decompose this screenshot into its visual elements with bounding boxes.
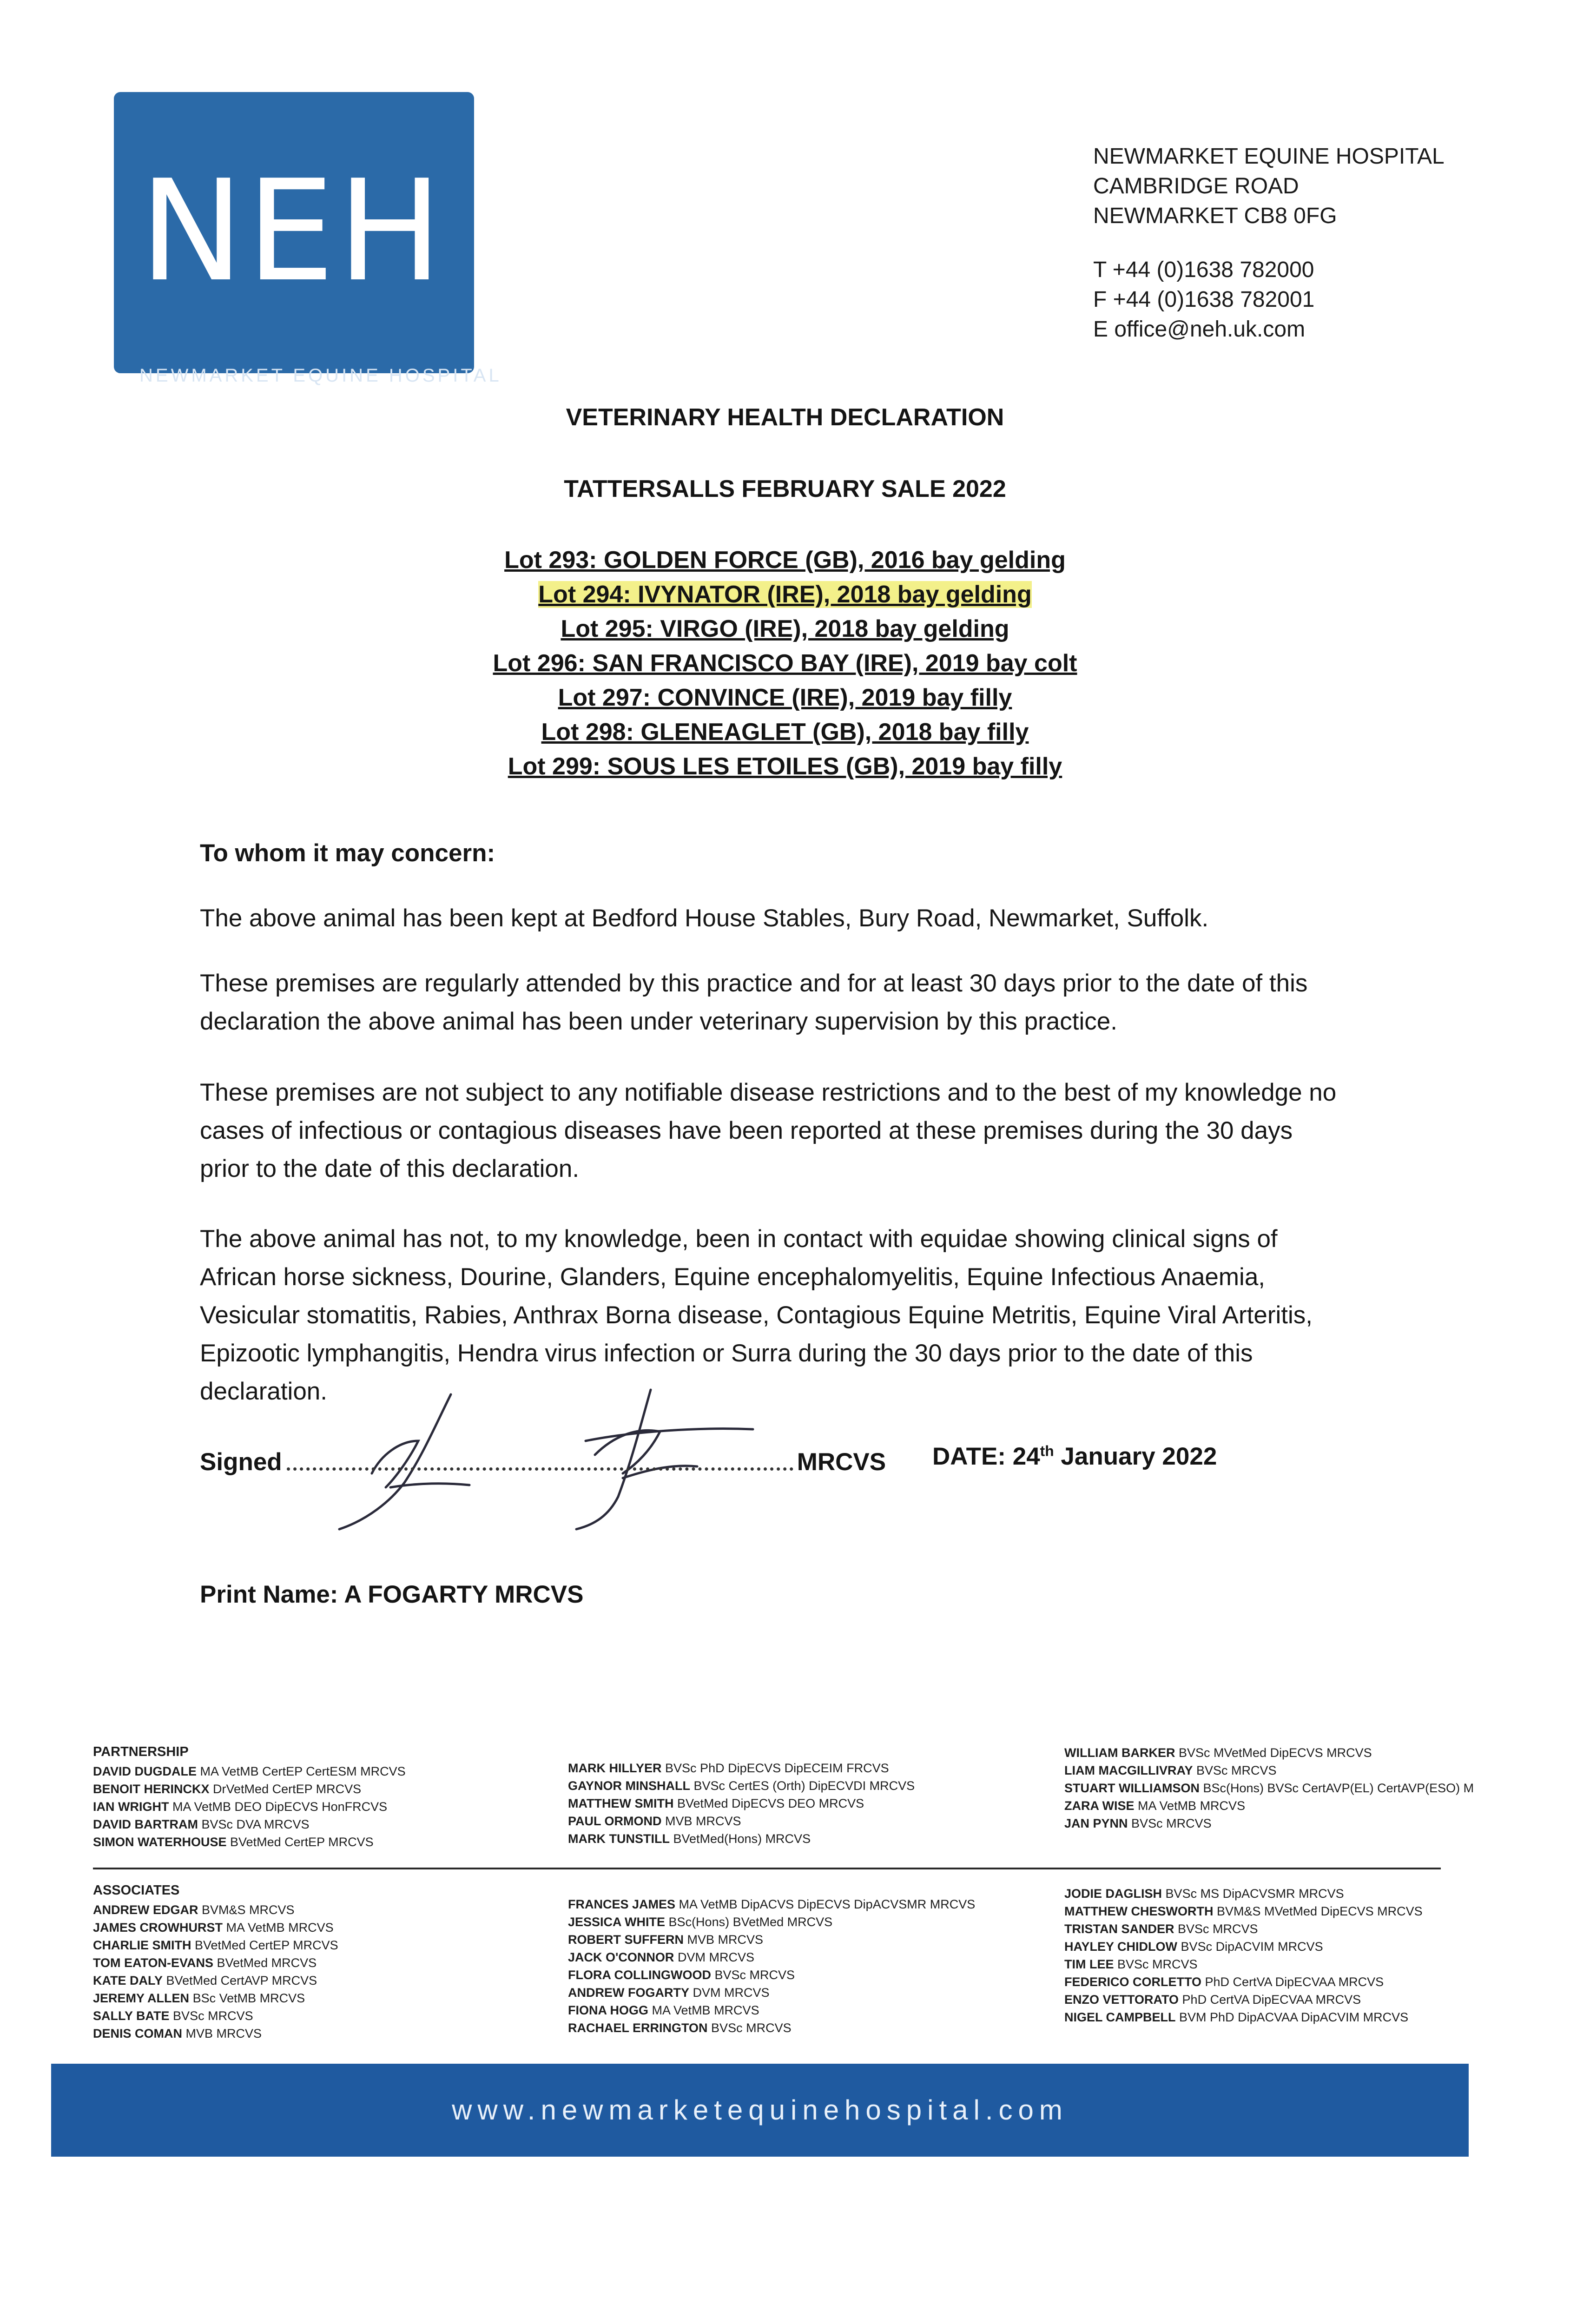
staff-entry: JEREMY ALLEN BSc VetMB MRCVS bbox=[93, 1991, 305, 2005]
salutation: To whom it may concern: bbox=[200, 839, 495, 867]
staff-entry: JODIE DAGLISH BVSc MS DipACVSMR MRCVS bbox=[1064, 1887, 1344, 1901]
signature-suffix: MRCVS bbox=[797, 1448, 886, 1476]
staff-entry: KATE DALY BVetMed CertAVP MRCVS bbox=[93, 1974, 317, 1987]
staff-entry: NIGEL CAMPBELL BVM PhD DipACVAA DipACVIM MRCVS bbox=[1064, 2010, 1409, 2024]
staff-entry: JACK O'CONNOR DVM MRCVS bbox=[568, 1950, 754, 1964]
lot-item: Lot 299: SOUS LES ETOILES (GB), 2019 bay filly bbox=[508, 753, 1062, 780]
lot-item: Lot 298: GLENEAGLET (GB), 2018 bay filly bbox=[541, 719, 1029, 746]
staff-entry: BENOIT HERINCKX DrVetMed CertEP MRCVS bbox=[93, 1782, 362, 1796]
staff-entry: JAMES CROWHURST MA VetMB MRCVS bbox=[93, 1921, 334, 1934]
lot-item: Lot 297: CONVINCE (IRE), 2019 bay filly bbox=[558, 684, 1012, 711]
associates-heading: ASSOCIATES bbox=[93, 1883, 180, 1898]
declaration-date: DATE: 24th January 2022 bbox=[932, 1442, 1217, 1470]
staff-entry: MARK HILLYER BVSc PhD DipECVS DipECEIM FRCVS bbox=[568, 1761, 889, 1775]
staff-entry: DENIS COMAN MVB MRCVS bbox=[93, 2027, 262, 2040]
signature-dotted-line bbox=[287, 1467, 793, 1471]
website-url: www.newmarketequinehospital.com bbox=[452, 2094, 1068, 2126]
lot-item-highlighted: Lot 294: IVYNATOR (IRE), 2018 bay gelding bbox=[538, 581, 1032, 608]
staff-entry: HAYLEY CHIDLOW BVSc DipACVIM MRCVS bbox=[1064, 1940, 1323, 1954]
staff-entry: ROBERT SUFFERN MVB MRCVS bbox=[568, 1933, 764, 1947]
partnership-column-2 bbox=[568, 1759, 915, 1848]
partnership-column-1 bbox=[93, 1743, 406, 1851]
staff-entry: CHARLIE SMITH BVetMed CertEP MRCVS bbox=[93, 1938, 338, 1952]
hospital-logo bbox=[114, 92, 502, 386]
staff-entry: STUART WILLIAMSON BSc(Hons) BVSc CertAVP(EL) CertAVP(ESO) M bbox=[1064, 1781, 1474, 1795]
associates-column-1 bbox=[93, 1882, 338, 2042]
staff-entry: SIMON WATERHOUSE BVetMed CertEP MRCVS bbox=[93, 1835, 374, 1849]
staff-entry: FRANCES JAMES MA VetMB DipACVS DipECVS DipACVSMR MRCVS bbox=[568, 1897, 976, 1911]
logo-name: NEWMARKET EQUINE HOSPITAL bbox=[139, 365, 502, 386]
staff-entry: GAYNOR MINSHALL BVSc CertES (Orth) DipECVDI MRCVS bbox=[568, 1779, 915, 1793]
staff-entry: DAVID BARTRAM BVSc DVA MRCVS bbox=[93, 1817, 310, 1831]
staff-entry: MATTHEW CHESWORTH BVM&S MVetMed DipECVS MRCVS bbox=[1064, 1904, 1423, 1918]
staff-entry: TRISTAN SANDER BVSc MRCVS bbox=[1064, 1922, 1258, 1936]
staff-entry: FEDERICO CORLETTO PhD CertVA DipECVAA MRCVS bbox=[1064, 1975, 1384, 1989]
address-block bbox=[1093, 142, 1445, 344]
fax-number: F +44 (0)1638 782001 bbox=[1093, 287, 1315, 312]
staff-entry: SALLY BATE BVSc MRCVS bbox=[93, 2009, 253, 2023]
signed-label: Signed bbox=[200, 1448, 282, 1476]
document-heading: VETERINARY HEALTH DECLARATION bbox=[566, 404, 1004, 431]
address-line-3: NEWMARKET CB8 0FG bbox=[1093, 204, 1337, 228]
associates-column-2 bbox=[568, 1895, 975, 2037]
logo-initials: NEH bbox=[139, 150, 445, 312]
partnership-heading: PARTNERSHIP bbox=[93, 1744, 189, 1759]
paragraph-supervision: These premises are regularly attended by this practice and for at least 30 days prior to the date of this declaration the above animal has been under veterinary supervision by this practice. bbox=[200, 970, 1308, 1035]
staff-entry: RACHAEL ERRINGTON BVSc MRCVS bbox=[568, 2021, 792, 2035]
staff-entry: ZARA WISE MA VetMB MRCVS bbox=[1064, 1799, 1246, 1813]
address-line-2: CAMBRIDGE ROAD bbox=[1093, 174, 1299, 198]
staff-entry: TIM LEE BVSc MRCVS bbox=[1064, 1957, 1198, 1971]
partnership-column-3 bbox=[1064, 1744, 1557, 1832]
lot-list bbox=[0, 543, 1570, 784]
sale-title: TATTERSALLS FEBRUARY SALE 2022 bbox=[564, 475, 1006, 502]
staff-entry: JESSICA WHITE BSc(Hons) BVetMed MRCVS bbox=[568, 1915, 833, 1929]
lot-item: Lot 296: SAN FRANCISCO BAY (IRE), 2019 bay colt bbox=[493, 650, 1077, 677]
website-footer bbox=[51, 2064, 1469, 2157]
print-name: Print Name: A FOGARTY MRCVS bbox=[200, 1581, 584, 1608]
associates-column-3 bbox=[1064, 1885, 1423, 2026]
staff-entry: MARK TUNSTILL BVetMed(Hons) MRCVS bbox=[568, 1832, 811, 1846]
staff-entry: LIAM MACGILLIVRAY BVSc MRCVS bbox=[1064, 1763, 1277, 1777]
staff-entry: WILLIAM BARKER BVSc MVetMed DipECVS MRCVS bbox=[1064, 1746, 1372, 1760]
staff-entry: PAUL ORMOND MVB MRCVS bbox=[568, 1814, 741, 1828]
lot-item: Lot 293: GOLDEN FORCE (GB), 2016 bay gelding bbox=[504, 547, 1066, 574]
address-line-1: NEWMARKET EQUINE HOSPITAL bbox=[1093, 144, 1445, 169]
staff-entry: DAVID DUGDALE MA VetMB CertEP CertESM MRCVS bbox=[93, 1764, 406, 1778]
signature-line bbox=[200, 1442, 1269, 1476]
staff-entry: IAN WRIGHT MA VetMB DEO DipECVS HonFRCVS bbox=[93, 1800, 388, 1814]
staff-entry: ENZO VETTORATO PhD CertVA DipECVAA MRCVS bbox=[1064, 1993, 1361, 2007]
paragraph-restrictions: These premises are not subject to any notifiable disease restrictions and to the best of my knowledge no cases of infectious or contagious diseases have been reported at these premises during the 30 days prior to the date of this declaration. bbox=[200, 1079, 1337, 1182]
staff-entry: ANDREW FOGARTY DVM MRCVS bbox=[568, 1986, 770, 2000]
staff-entry: MATTHEW SMITH BVetMed DipECVS DEO MRCVS bbox=[568, 1796, 864, 1810]
staff-entry: FLORA COLLINGWOOD BVSc MRCVS bbox=[568, 1968, 795, 1982]
staff-entry: FIONA HOGG MA VetMB MRCVS bbox=[568, 2003, 759, 2017]
email-address: E office@neh.uk.com bbox=[1093, 317, 1306, 342]
section-divider bbox=[93, 1868, 1441, 1869]
paragraph-premises: The above animal has been kept at Bedford House Stables, Bury Road, Newmarket, Suffolk. bbox=[200, 905, 1209, 932]
staff-entry: ANDREW EDGAR BVM&S MRCVS bbox=[93, 1903, 295, 1917]
phone-number: T +44 (0)1638 782000 bbox=[1093, 257, 1314, 282]
staff-entry: TOM EATON-EVANS BVetMed MRCVS bbox=[93, 1956, 317, 1970]
staff-entry: JAN PYNN BVSc MRCVS bbox=[1064, 1816, 1212, 1830]
lot-item: Lot 295: VIRGO (IRE), 2018 bay gelding bbox=[561, 615, 1009, 642]
paragraph-disease-contact: The above animal has not, to my knowledge, been in contact with equidae showing clinical signs of African horse sickness, Dourine, Glanders, Equine encephalomyelitis, Equine Infectious Anaemia, Vesicular stomatitis, Rabies, Anthrax Borna disease, Contagious Equine Metritis, Equine Viral Arteritis, Epizootic lymphangitis, Hendra virus infection or Surra during the 30 days prior to the date of this declaration. bbox=[200, 1225, 1313, 1405]
